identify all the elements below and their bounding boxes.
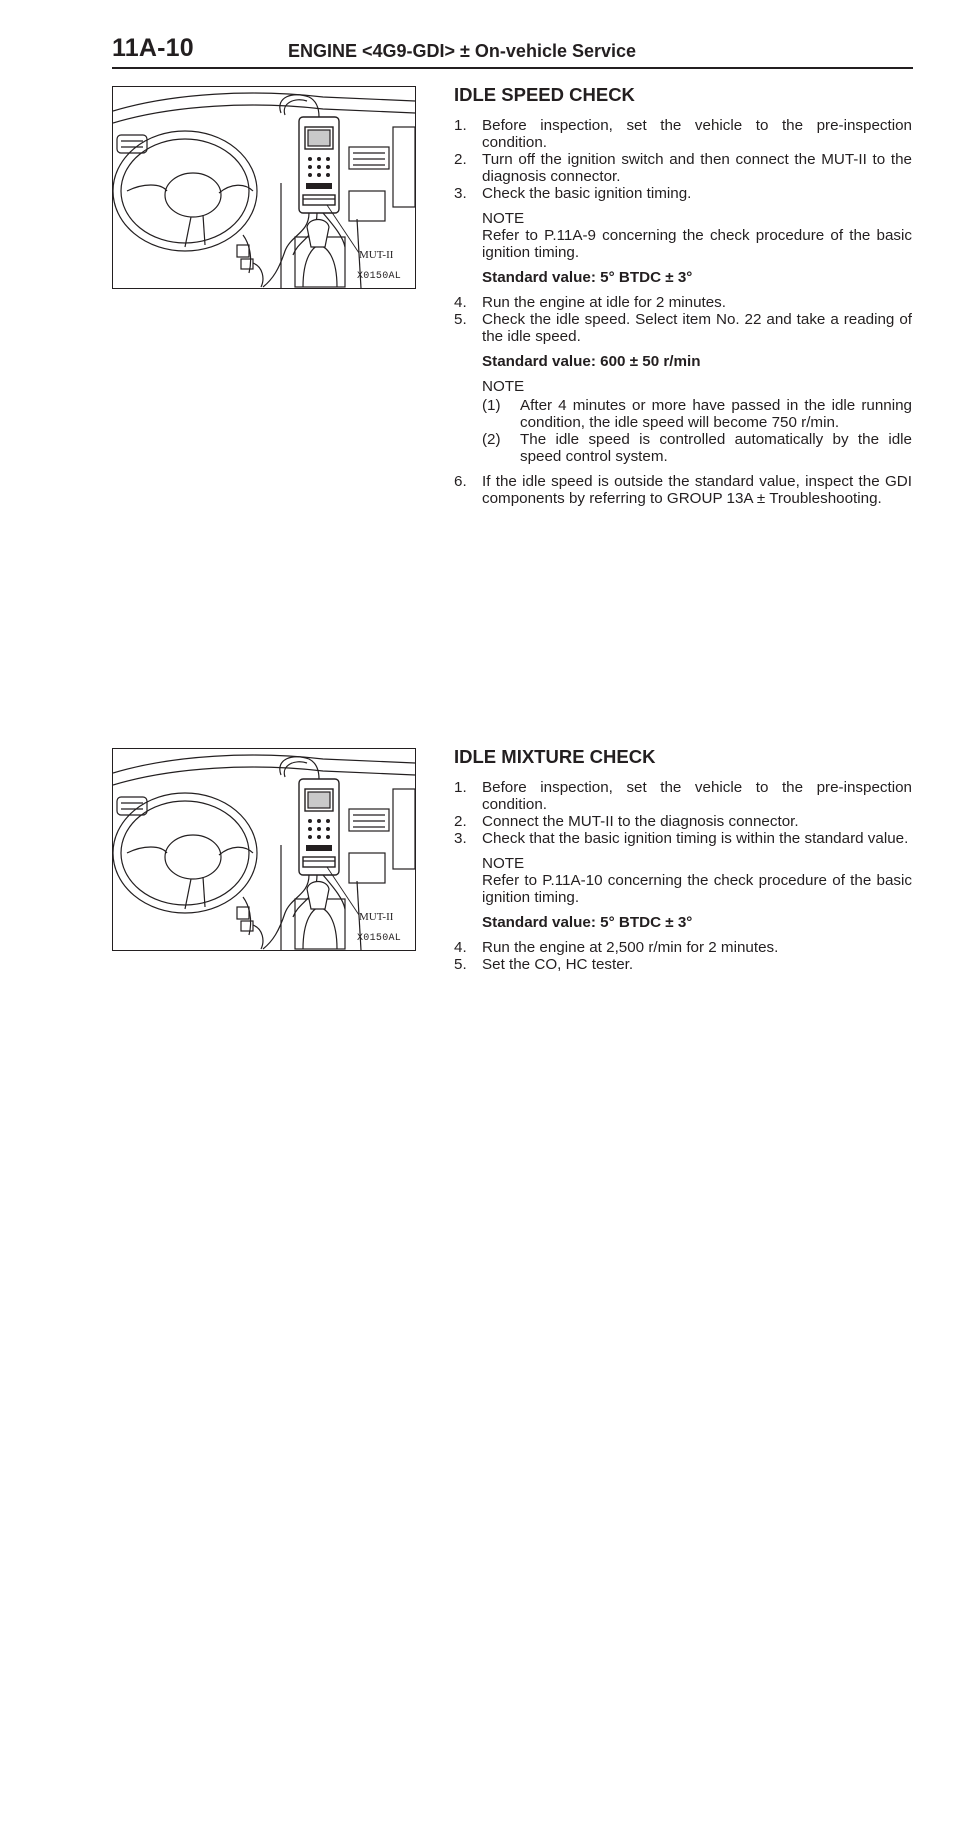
list-item: 1. Before inspection, set the vehicle to the pre-inspection condition. bbox=[454, 117, 912, 151]
header-rule bbox=[112, 67, 913, 69]
page-number: 11A-10 bbox=[112, 34, 194, 62]
note bbox=[454, 210, 912, 261]
list-item: 3. Check the basic ignition timing. bbox=[454, 185, 692, 202]
note-item: (2) The idle speed is controlled automatically by the idle speed control system. bbox=[482, 431, 912, 465]
idle-mixture-section bbox=[454, 746, 912, 973]
list-item: 4. Run the engine at 2,500 r/min for 2 minutes. bbox=[454, 939, 779, 956]
list-item: 5. Check the idle speed. Select item No. 22 and take a reading of the idle speed. bbox=[454, 311, 912, 345]
note-text: Refer to P.11A-9 concerning the check procedure of the basic ignition timing. bbox=[482, 227, 912, 261]
list-item: 1. Before inspection, set the vehicle to the pre-inspection condition. bbox=[454, 779, 912, 813]
list-item: 5. Set the CO, HC tester. bbox=[454, 956, 634, 973]
figure-mut-ii-connection-1 bbox=[112, 86, 416, 289]
list-item: 2. Connect the MUT-II to the diagnosis connector. bbox=[454, 813, 799, 830]
note-label: NOTE bbox=[482, 210, 525, 227]
section-title: ENGINE <4G9-GDI> ± On-vehicle Service bbox=[288, 41, 637, 61]
figure-label: MUT-II bbox=[359, 911, 394, 923]
list-item: 6. If the idle speed is outside the standard value, inspect the GDI components by referring to GROUP 13A ± Troubleshooting. bbox=[454, 473, 912, 507]
note bbox=[454, 855, 912, 906]
note-label: NOTE bbox=[482, 378, 525, 395]
list-item: 3. Check that the basic ignition timing is within the standard value. bbox=[454, 830, 909, 847]
note bbox=[454, 378, 912, 395]
standard-value: Standard value: 600 ± 50 r/min bbox=[482, 353, 701, 370]
figure-code: X0150AL bbox=[357, 933, 402, 944]
idle-speed-heading: IDLE SPEED CHECK bbox=[454, 84, 635, 105]
list-item: 2. Turn off the ignition switch and then connect the MUT-II to the diagnosis connector. bbox=[454, 151, 912, 185]
note-text: Refer to P.11A-10 concerning the check procedure of the basic ignition timing. bbox=[482, 872, 912, 906]
idle-mixture-heading: IDLE MIXTURE CHECK bbox=[454, 746, 656, 767]
note-item: (1) After 4 minutes or more have passed in the idle running condition, the idle speed will become 750 r/min. bbox=[482, 397, 912, 431]
list-item: 4. Run the engine at idle for 2 minutes. bbox=[454, 294, 726, 311]
figure-code: X0150AL bbox=[357, 271, 402, 282]
note-label: NOTE bbox=[482, 855, 525, 872]
figure-label: MUT-II bbox=[359, 249, 394, 261]
standard-value: Standard value: 5° BTDC ± 3° bbox=[482, 269, 693, 286]
figure-mut-ii-connection-2 bbox=[112, 748, 416, 951]
idle-speed-section bbox=[454, 84, 912, 507]
standard-value: Standard value: 5° BTDC ± 3° bbox=[482, 914, 693, 931]
